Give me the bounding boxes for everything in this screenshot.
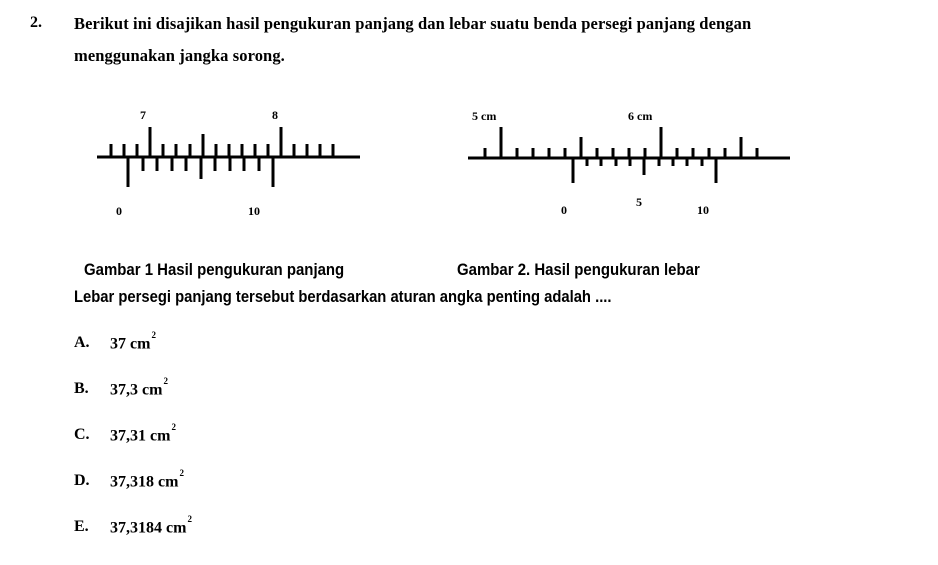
figure2-scale xyxy=(468,127,790,183)
option-letter: C. xyxy=(74,426,90,443)
figure2-main-label-5cm: 5 cm xyxy=(472,109,497,123)
option-d[interactable] xyxy=(74,468,184,491)
question-number: 2. xyxy=(30,14,42,31)
option-letter: E. xyxy=(74,518,89,535)
figure2-vernier-label-5: 5 xyxy=(636,195,642,209)
option-e[interactable] xyxy=(74,514,192,537)
option-value: 37,31 $cm^2$ xyxy=(110,422,176,445)
option-letter: A. xyxy=(74,334,90,351)
figure1-main-label-7: 7 xyxy=(140,108,146,122)
figure1-caption: Gambar 1 Hasil pengukuran panjang xyxy=(84,260,345,279)
option-letter: B. xyxy=(74,380,89,397)
figure2-vernier-label-0: 0 xyxy=(561,203,567,217)
option-b[interactable] xyxy=(74,376,168,399)
option-letter: D. xyxy=(74,472,90,489)
option-value: 37,3 $cm^2$ xyxy=(110,376,168,399)
figure1-vernier-label-0: 0 xyxy=(116,204,122,218)
figure1-main-label-8: 8 xyxy=(272,108,278,122)
question-text-line1: Berikut ini disajikan hasil pengukuran panjang dan lebar suatu benda persegi panjang dengan xyxy=(74,14,752,33)
question-prompt: Lebar persegi panjang tersebut berdasarkan aturan angka penting adalah .... xyxy=(74,287,612,306)
option-value: 37,318 $cm^2$ xyxy=(110,468,184,491)
option-value: 37 $cm^2$ xyxy=(110,330,156,353)
figure1-vernier-label-10: 10 xyxy=(248,204,260,218)
option-value: 37,3184 $cm^2$ xyxy=(110,514,192,537)
question-text-line2: menggunakan jangka sorong. xyxy=(74,46,285,65)
figure2-vernier-label-10: 10 xyxy=(697,203,709,217)
option-a[interactable] xyxy=(74,330,156,353)
figure2-caption: Gambar 2. Hasil pengukuran lebar xyxy=(457,260,700,279)
figure2-main-label-6cm: 6 cm xyxy=(628,109,653,123)
option-c[interactable] xyxy=(74,422,176,445)
